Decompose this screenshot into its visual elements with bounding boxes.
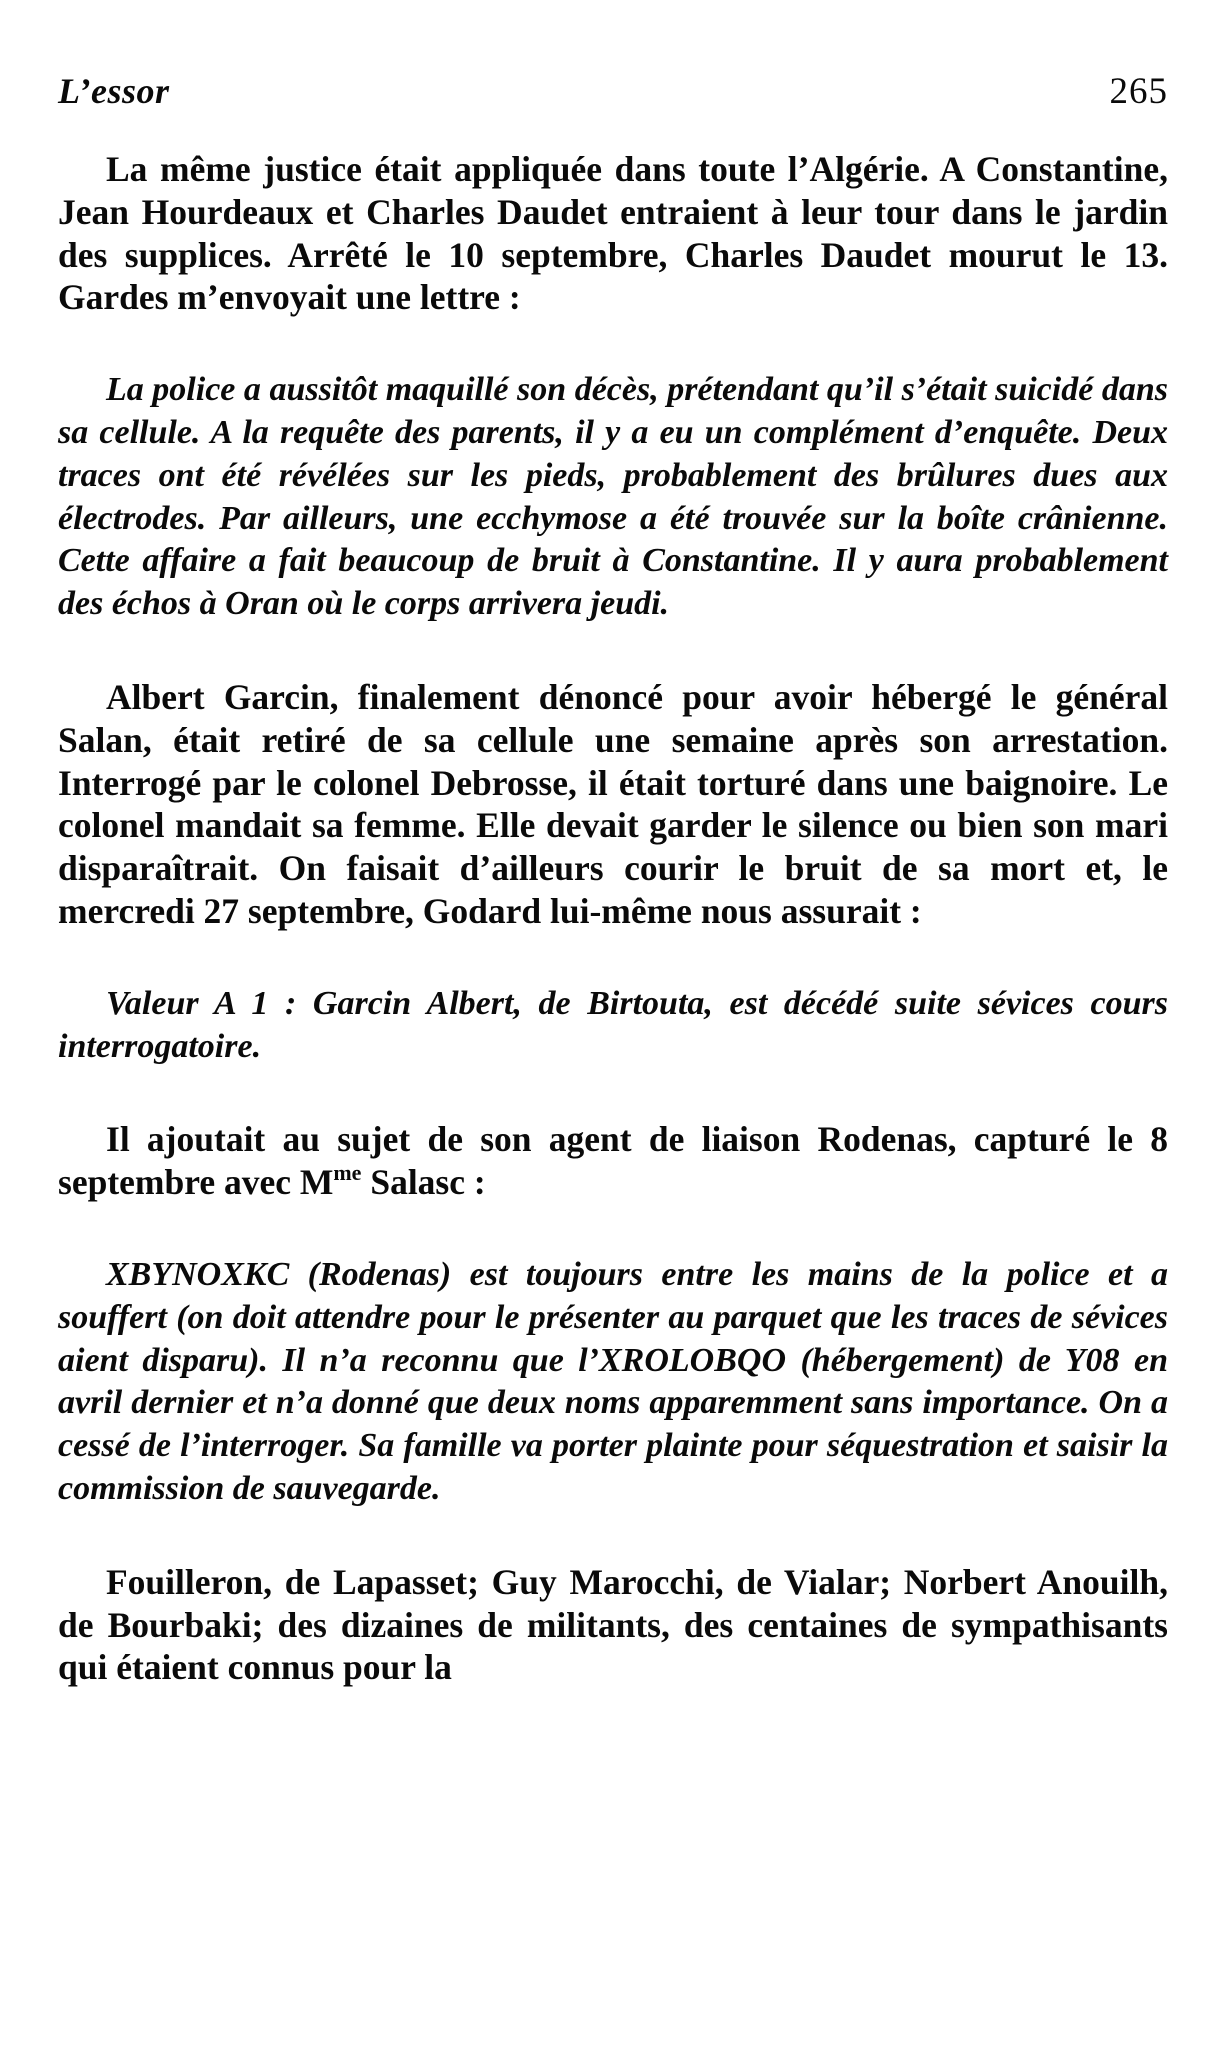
- running-title: L’essor: [58, 71, 170, 111]
- paragraph-rodenas-tail: Salasc :: [361, 1162, 486, 1203]
- superscript-me: me: [333, 1160, 362, 1186]
- paragraph-rodenas: [58, 1118, 1168, 1204]
- running-head: [58, 70, 1168, 130]
- paragraph-fouilleron: Fouilleron, de Lapasset; Guy Marocchi, de Vialar; Norbert Anouilh, de Bourbaki; des dizaines de militants, des centaines de sympathisants qui étaient connus pour la: [58, 1561, 1168, 1688]
- paragraph-garcin: Albert Garcin, finalement dénoncé pour avoir hébergé le général Salan, était retiré de sa cellule une semaine après son arrestation. Interrogé par le colonel Debrosse, il était torturé dans une baignoire. Le colonel mandait sa femme. Elle devait garder le silence ou bien son mari disparaîtrait. On faisait d’ailleurs courir le bruit de sa mort et, le mercredi 27 septembre, Godard lui-même nous assurait :: [58, 676, 1168, 931]
- quote-xbynoxkc: XBYNOXKC (Rodenas) est toujours entre les mains de la police et a souffert (on doit attendre pour le présenter au parquet que les traces de sévices aient disparu). Il n’a reconnu que l’XROLOBQO (hébergement) de Y08 en avril dernier et n’a donné que deux noms apparemment sans importance. On a cessé de l’interroger. Sa famille va porter plainte pour séquestration et saisir la commission de sauvegarde.: [58, 1255, 1168, 1507]
- quote-letter-gardes: La police a aussitôt maquillé son décès, prétendant qu’il s’était suicidé dans sa cellule. A la requête des parents, il y a eu un complément d’enquête. Deux traces ont été révélées sur les pieds, probablement des brûlures dues aux électrodes. Par ailleurs, une ecchymose a été trouvée sur la boîte crânienne. Cette affaire a fait beaucoup de bruit à Constantine. Il y aura probablement des échos à Oran où le corps arrivera jeudi.: [58, 371, 1168, 623]
- quote-valeur-a1: Valeur A 1 : Garcin Albert, de Birtouta, est décédé suite sévices cours interrogatoire.: [58, 984, 1168, 1065]
- paragraph-rodenas-text: Il ajoutait au sujet de son agent de liaison Rodenas, capturé le 8 septembre avec M: [58, 1119, 1168, 1203]
- book-page: [58, 70, 1168, 2060]
- page-number: 265: [1109, 71, 1168, 112]
- paragraph-constantine: La même justice était appliquée dans toute l’Algérie. A Constantine, Jean Hourdeaux et Charles Daudet entraient à leur tour dans le jardin des supplices. Arrêté le 10 septembre, Charles Daudet mourut le 13. Gardes m’envoyait une lettre :: [58, 149, 1168, 318]
